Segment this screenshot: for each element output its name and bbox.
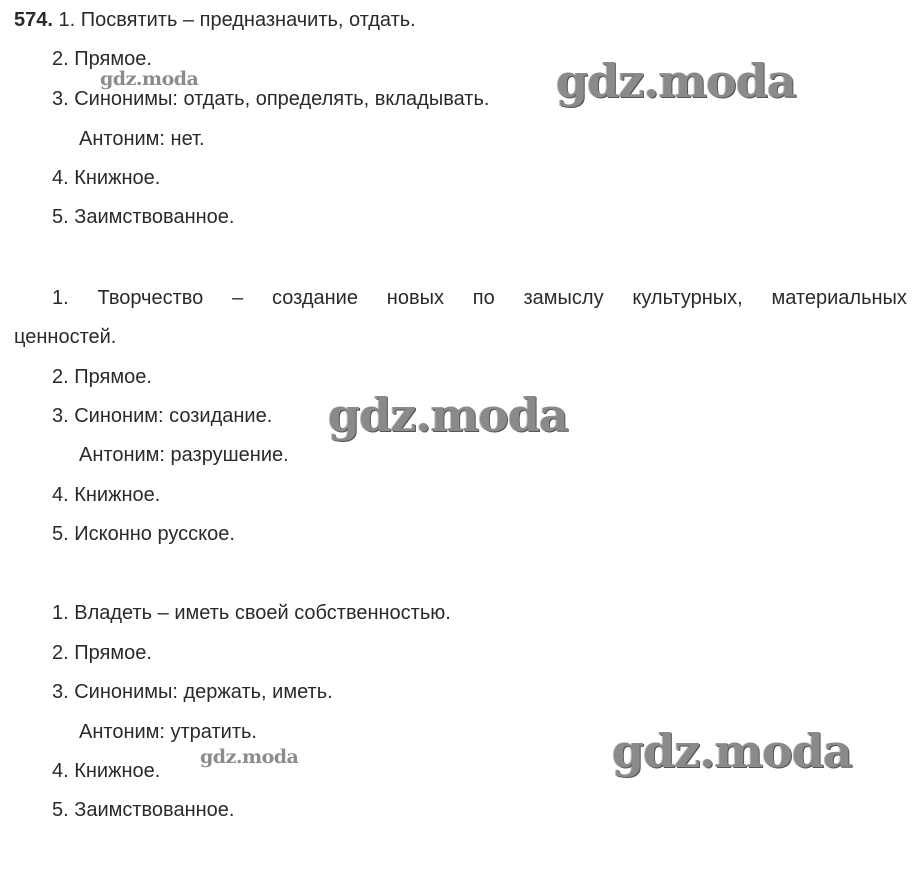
block2-line4: Антоним: разрушение. — [79, 444, 289, 466]
exercise-first-line — [14, 8, 416, 32]
block2-word: создание — [271, 287, 358, 309]
block2-word: – — [232, 287, 244, 309]
block3-line5: 4. Книжное. — [52, 760, 161, 782]
block2-word: по — [472, 287, 495, 309]
block2-line2: 2. Прямое. — [52, 366, 152, 388]
block1-line4: Антоним: нет. — [79, 128, 205, 150]
block3-line1: 1. Владеть – иметь своей собственностью. — [52, 602, 451, 624]
block2-line1-continuation: ценностей. — [14, 326, 117, 348]
watermark-small: gdz.moda — [200, 746, 299, 768]
block3-line3: 3. Синонимы: держать, иметь. — [52, 681, 333, 703]
block2-word: замыслу — [523, 287, 604, 309]
block2-line1 — [52, 286, 907, 310]
block1-line6: 5. Заимствованное. — [52, 206, 235, 228]
watermark-large: gdz.moda — [328, 388, 568, 442]
block3-line6: 5. Заимствованное. — [52, 799, 235, 821]
block3-line4: Антоним: утратить. — [79, 721, 257, 743]
block1-line2: 2. Прямое. — [52, 48, 152, 70]
block2-word: 1. — [52, 287, 69, 309]
watermark-small: gdz.moda — [100, 68, 199, 90]
block1-line1: 1. Посвятить – предназначить, отдать. — [58, 9, 416, 31]
watermark-large: gdz.moda — [556, 54, 796, 108]
block2-word: новых — [386, 287, 444, 309]
block1-line3: 3. Синонимы: отдать, определять, вкладывать. — [52, 88, 490, 110]
block2-word: Творчество — [97, 287, 204, 309]
watermark-large: gdz.moda — [612, 724, 852, 778]
block2-line3: 3. Синоним: созидание. — [52, 405, 273, 427]
block1-line5: 4. Книжное. — [52, 167, 161, 189]
block2-word: материальных — [771, 287, 907, 309]
exercise-number: 574. — [14, 9, 53, 31]
block2-line6: 5. Исконно русское. — [52, 523, 235, 545]
block3-line2: 2. Прямое. — [52, 642, 152, 664]
block2-word: культурных, — [632, 287, 743, 309]
block2-line5: 4. Книжное. — [52, 484, 161, 506]
